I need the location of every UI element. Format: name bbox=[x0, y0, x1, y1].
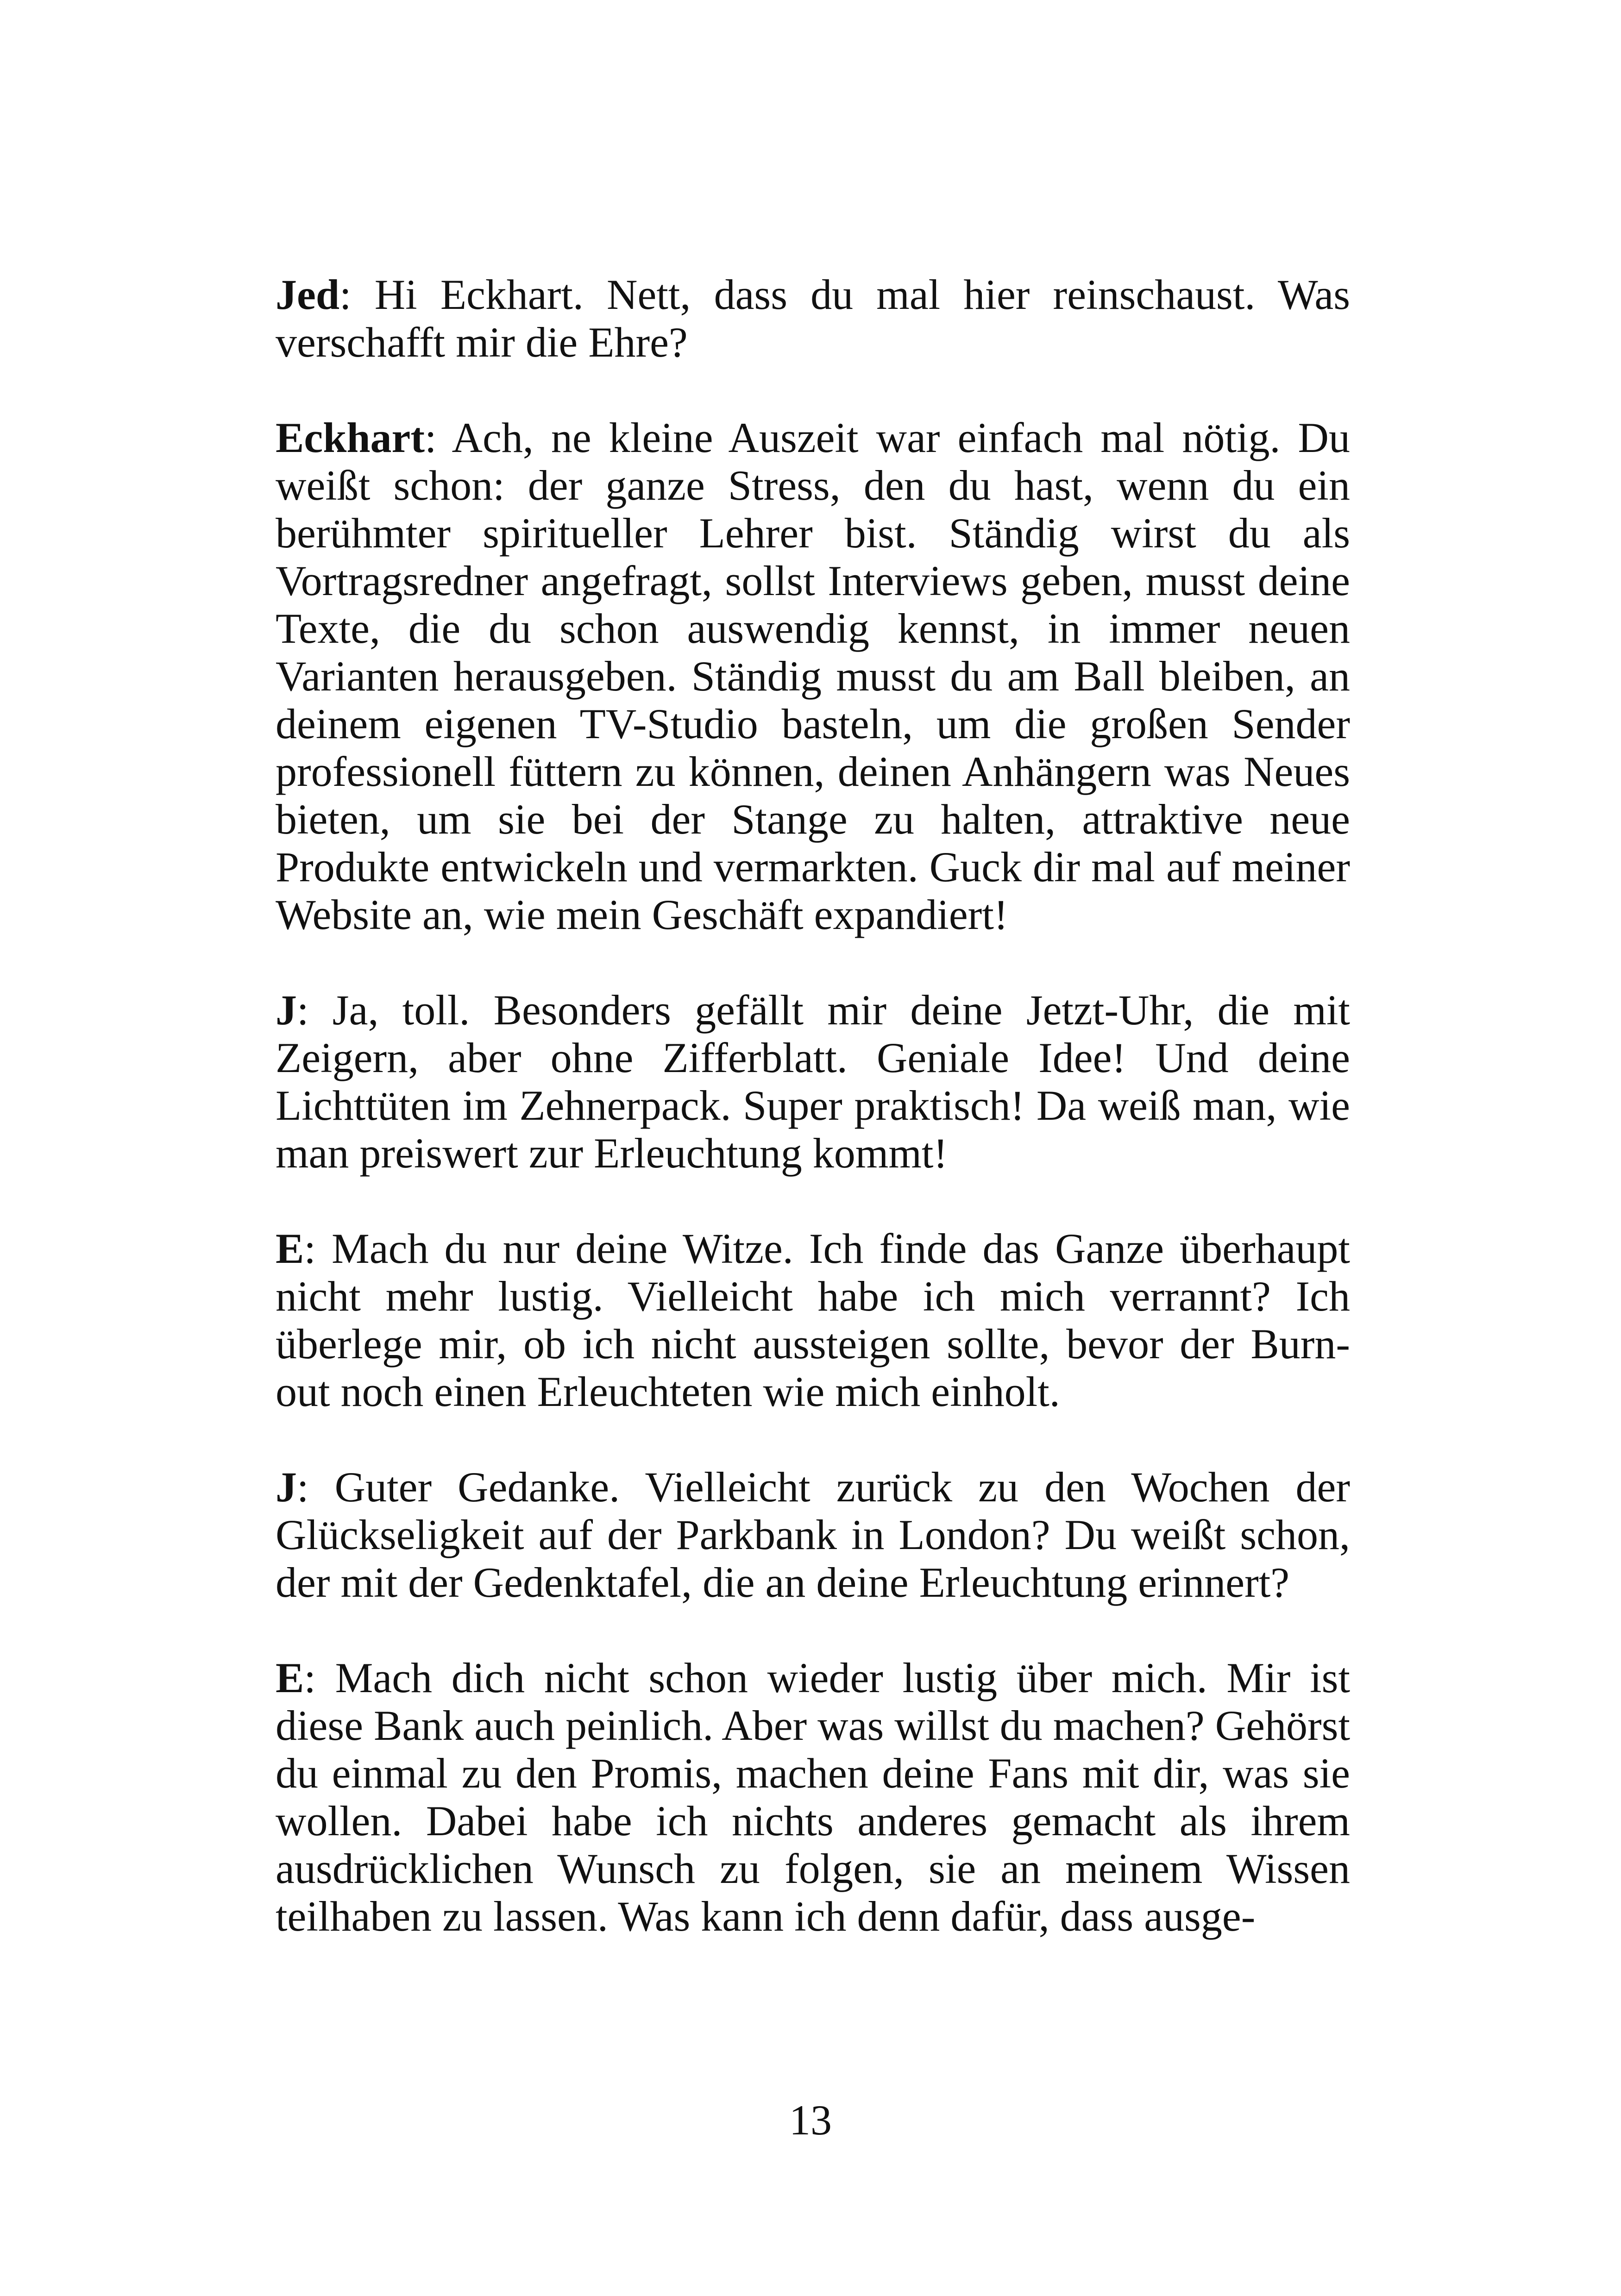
paragraph-5 bbox=[276, 1463, 1350, 1606]
page-number: 13 bbox=[789, 2096, 832, 2144]
paragraph-4 bbox=[276, 1225, 1350, 1416]
paragraph-text: : Mach du nur deine Witze. Ich finde das Ganze überhaupt nicht mehr lustig. Vielleicht habe ich mich verrannt? Ich überlege mir, ob ich nicht aussteigen sollte, bevor der Burn-out noch einen Erleuchteten wie mich einholt. bbox=[276, 1225, 1350, 1415]
paragraph-text: : Ja, toll. Besonders gefällt mir deine Jetzt-Uhr, die mit Zeigern, aber ohne Zifferblatt. Geniale Idee! Und deine Lichttüten im Zehnerpack. Super praktisch! Da weiß man, wie man preiswert zur Erleuchtung kommt! bbox=[276, 986, 1350, 1177]
paragraph-text: : Guter Gedanke. Vielleicht zurück zu den Wochen der Glückseligkeit auf der Parkbank in London? Du weißt schon, der mit der Gedenktafel, die an deine Erleuchtung erinnert? bbox=[276, 1463, 1350, 1606]
paragraph-text: : Hi Eckhart. Nett, dass du mal hier reinschaust. Was verschafft mir die Ehre? bbox=[276, 271, 1350, 366]
paragraph-6 bbox=[276, 1654, 1350, 1940]
dialogue-text bbox=[276, 271, 1350, 1988]
paragraph-text: : Ach, ne kleine Auszeit war einfach mal nötig. Du weißt schon: der ganze Stress, den du hast, wenn du ein berühmter spiritueller Lehrer bist. Ständig wirst du als Vortragsredner angefragt, sollst Interviews geben, musst deine Texte, die du schon auswendig kennst, in immer neuen Varianten herausgeben. Ständig musst du am Ball bleiben, an deinem eigenen TV-Studio basteln, um die großen Sender professionell füttern zu können, deinen Anhängern was Neues bieten, um sie bei der Stange zu halten, attraktive neue Produkte entwickeln und vermarkten. Guck dir mal auf meiner Website an, wie mein Geschäft expandiert! bbox=[276, 414, 1350, 938]
speaker-name: E bbox=[276, 1654, 304, 1701]
speaker-name: J bbox=[276, 1463, 297, 1511]
speaker-name: Jed bbox=[276, 271, 339, 318]
speaker-name: J bbox=[276, 986, 297, 1034]
paragraph-3 bbox=[276, 986, 1350, 1177]
speaker-name: Eckhart bbox=[276, 414, 425, 461]
speaker-name: E bbox=[276, 1225, 304, 1272]
paragraph-1 bbox=[276, 271, 1350, 366]
paragraph-text: : Mach dich nicht schon wieder lustig über mich. Mir ist diese Bank auch peinlich. Aber was willst du machen? Gehörst du einmal zu den Promis, machen deine Fans mit dir, was sie wollen. Dabei habe ich nichts anderes gemacht als ihrem ausdrücklichen Wunsch zu folgen, sie an meinem Wissen teilhaben zu lassen. Was kann ich denn dafür, dass ausge- bbox=[276, 1654, 1350, 1940]
paragraph-2 bbox=[276, 414, 1350, 939]
